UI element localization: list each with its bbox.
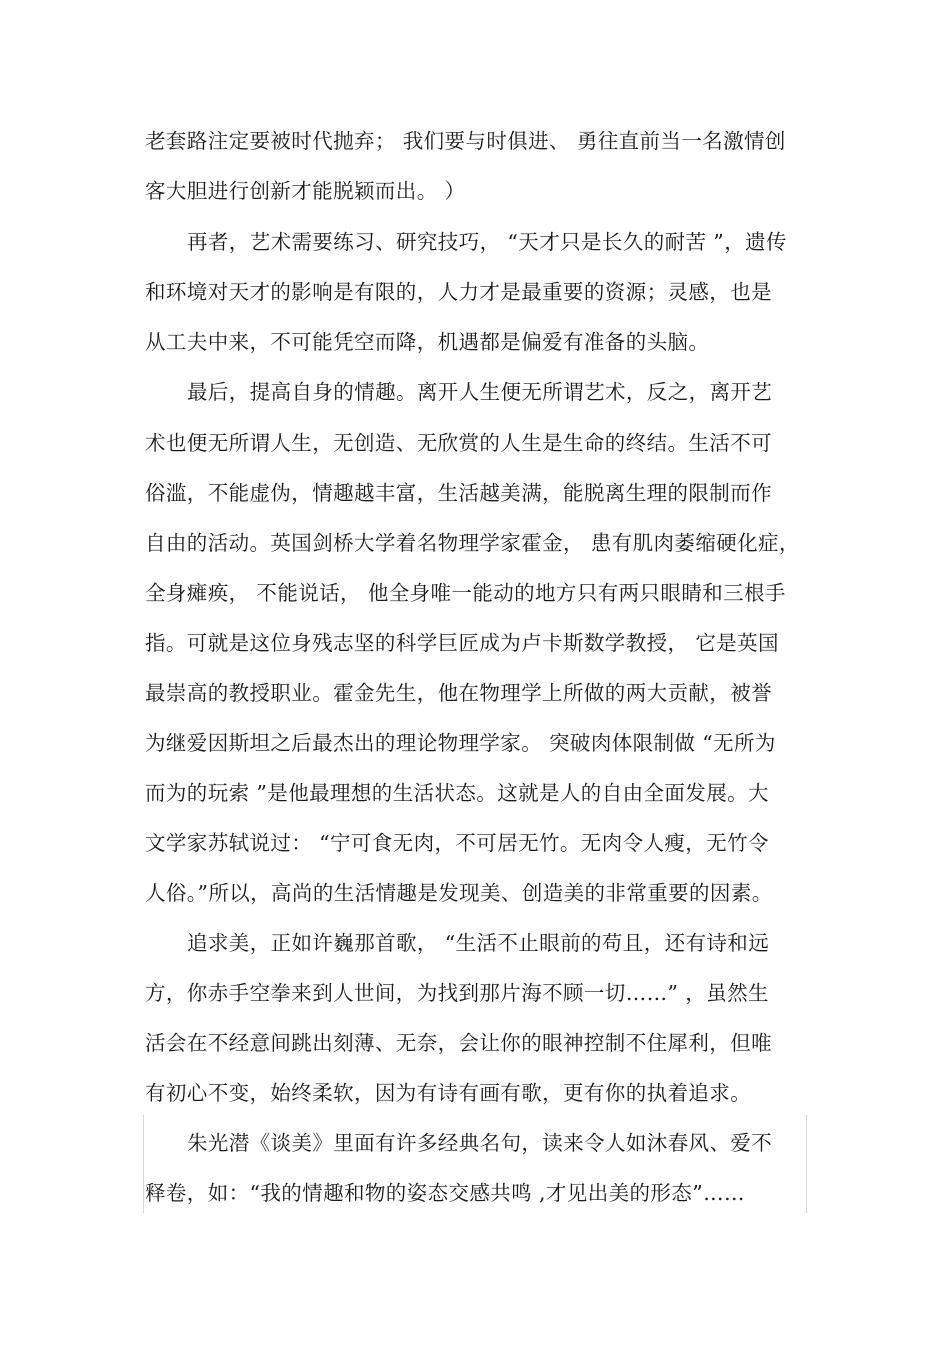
text-line: 为继爱因斯坦之后最杰出的理论物理学家。 突破肉体限制做 “无所为	[145, 731, 776, 755]
text-line: 自由的活动。英国剑桥大学着名物理学家霍金， 患有肌肉萎缩硬化症，	[145, 531, 800, 555]
box-right-border	[806, 1115, 807, 1213]
text-line: 方，你赤手空拳来到人世间，为找到那片海不顾一切……” ，虽然生	[145, 981, 769, 1005]
paragraph-start-line: 再者，艺术需要练习、研究技巧， “天才只是长久的耐苦 ”，遗传	[187, 230, 787, 254]
text-line: 活会在不经意间跳出刻薄、无奈，会让你的眼神控制不住犀利，但唯	[145, 1031, 772, 1055]
paragraph-start-line: 朱光潜《谈美》里面有许多经典名句，读来令人如沐春风、爱不	[187, 1131, 773, 1155]
text-line: 最崇高的教授职业。霍金先生，他在物理学上所做的两大贡献，被誉	[145, 681, 772, 705]
text-line: 俗滥，不能虚伪，情趣越丰富，生活越美满，能脱离生理的限制而作	[145, 481, 772, 505]
text-line: 从工夫中来，不可能凭空而降，机遇都是偏爱有准备的头脑。	[145, 330, 710, 354]
box-left-border	[143, 1115, 144, 1213]
text-line: 和环境对天才的影响是有限的，人力才是最重要的资源；灵感，也是	[145, 280, 772, 304]
text-line: 释卷，如：“我的情趣和物的姿态交感共鸣 ,才见出美的形态”……	[145, 1181, 745, 1205]
text-line: 老套路注定要被时代抛弃； 我们要与时俱进、 勇往直前当一名激情创	[145, 129, 786, 153]
text-line: 术也便无所谓人生，无创造、无欣赏的人生是生命的终结。生活不可	[145, 431, 772, 455]
text-line: 有初心不变，始终柔软，因为有诗有画有歌，更有你的执着追求。	[145, 1081, 752, 1105]
text-line: 指。可就是这位身残志坚的科学巨匠成为卢卡斯数学教授， 它是英国	[145, 631, 779, 655]
text-line: 而为的玩索 ”是他最理想的生活状态。这就是人的自由全面发展。大	[145, 781, 769, 805]
text-line: 文学家苏轼说过： “宁可食无肉，不可居无竹。无肉令人瘦，无竹令	[145, 831, 769, 855]
text-line: 人俗。”所以，高尚的生活情趣是发现美、创造美的非常重要的因素。	[145, 881, 773, 905]
paragraph-start-line: 追求美，正如许巍那首歌， “生活不止眼前的苟且，还有诗和远	[187, 931, 770, 955]
text-line: 全身瘫痪， 不能说话， 他全身唯一能动的地方只有两只眼睛和三根手	[145, 581, 786, 605]
paragraph-start-line: 最后，提高自身的情趣。离开人生便无所谓艺术，反之，离开艺	[187, 380, 773, 404]
text-line: 客大胆进行创新才能脱颖而出。 ）	[145, 179, 466, 203]
